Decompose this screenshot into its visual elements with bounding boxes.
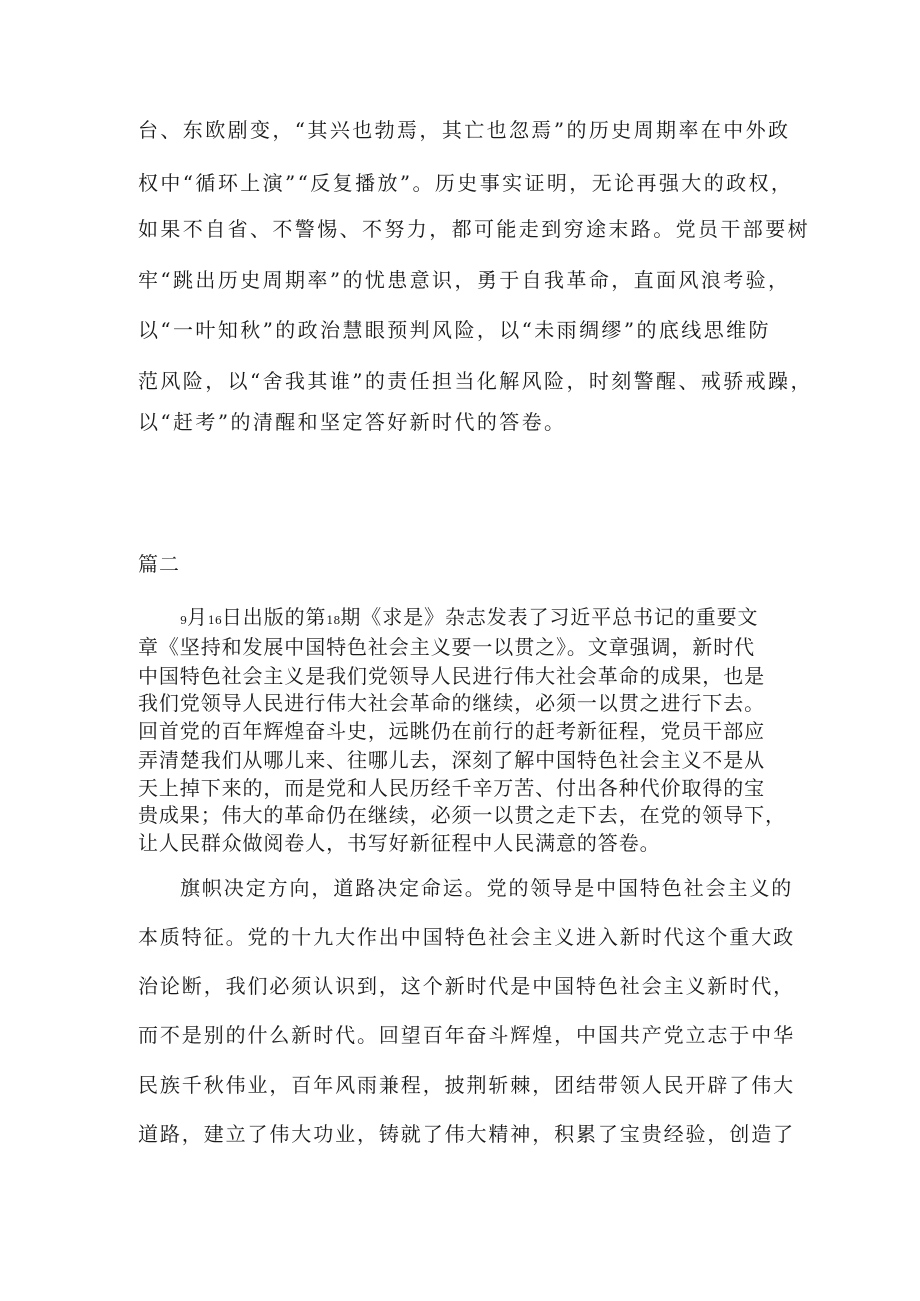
text-line: 以“一叶知秋”的政治慧眼预判风险，以“未雨绸缪”的底线思维防	[138, 318, 771, 342]
text-line: 让人民群众做阅卷人，书写好新征程中人民满意的答卷。	[138, 831, 661, 855]
text-fragment: 日出版的第	[221, 605, 327, 629]
text-line: 天上掉下来的，而是党和人民历经千辛万苦、付出各种代价取得的宝	[138, 776, 765, 800]
text-line: 本质特征。党的十九大作出中国特色社会主义进入新时代这个重大政	[138, 925, 795, 949]
text-line: 章《坚持和发展中国特色社会主义要一以贯之》。文章强调，新时代	[138, 635, 755, 659]
text-line: 范风险，以“舍我其谁”的责任担当化解风险，时刻警醒、戒骄戒躁，	[138, 369, 813, 393]
text-line: 如果不自省、不警惕、不努力，都可能走到穷途末路。党员干部要树	[138, 217, 810, 241]
text-line-first	[180, 605, 758, 633]
month-number: 9	[180, 614, 187, 627]
text-line: 道路，建立了伟大功业，铸就了伟大精神，积累了宝贵经验，创造了	[138, 1122, 795, 1146]
text-line: 回首党的百年辉煌奋斗史，远眺仍在前行的赶考新征程，党员干部应	[138, 719, 765, 743]
text-fragment: 月	[187, 605, 208, 629]
text-line: 弄清楚我们从哪儿来、往哪儿去，深刻了解中国特色社会主义不是从	[138, 748, 765, 772]
day-number: 16	[207, 614, 222, 627]
text-fragment: 期《求是》杂志发表了习近平总书记的重要文	[340, 605, 759, 629]
text-line: 中国特色社会主义是我们党领导人民进行伟大社会革命的成果，也是	[138, 664, 765, 688]
text-line: 而不是别的什么新时代。回望百年奋斗辉煌，中国共产党立志于中华	[138, 1023, 795, 1047]
text-line: 民族千秋伟业，百年风雨兼程，披荆斩棘，团结带领人民开辟了伟大	[138, 1073, 795, 1097]
text-line: 治论断，我们必须认识到，这个新时代是中国特色社会主义新时代，	[138, 974, 795, 998]
text-line: 台、东欧剧变，“其兴也勃焉，其亡也忽焉”的历史周期率在中外政	[138, 118, 791, 142]
issue-number: 18	[326, 614, 341, 627]
section-heading: 篇二	[138, 552, 180, 576]
text-line: 旗帜决定方向，道路决定命运。党的领导是中国特色社会主义的	[180, 876, 794, 900]
text-line: 牢“跳出历史周期率”的忧患意识，勇于自我革命，直面风浪考验，	[138, 268, 791, 292]
text-line: 权中“循环上演”“反复播放”。历史事实证明，无论再强大的政权，	[138, 171, 794, 195]
text-line: 以“赶考”的清醒和坚定答好新时代的答卷。	[138, 410, 567, 434]
text-line: 我们党领导人民进行伟大社会革命的继续，必须一以贯之进行下去。	[138, 691, 765, 715]
text-line: 贵成果；伟大的革命仍在继续，必须一以贯之走下去，在党的领导下，	[138, 803, 786, 827]
